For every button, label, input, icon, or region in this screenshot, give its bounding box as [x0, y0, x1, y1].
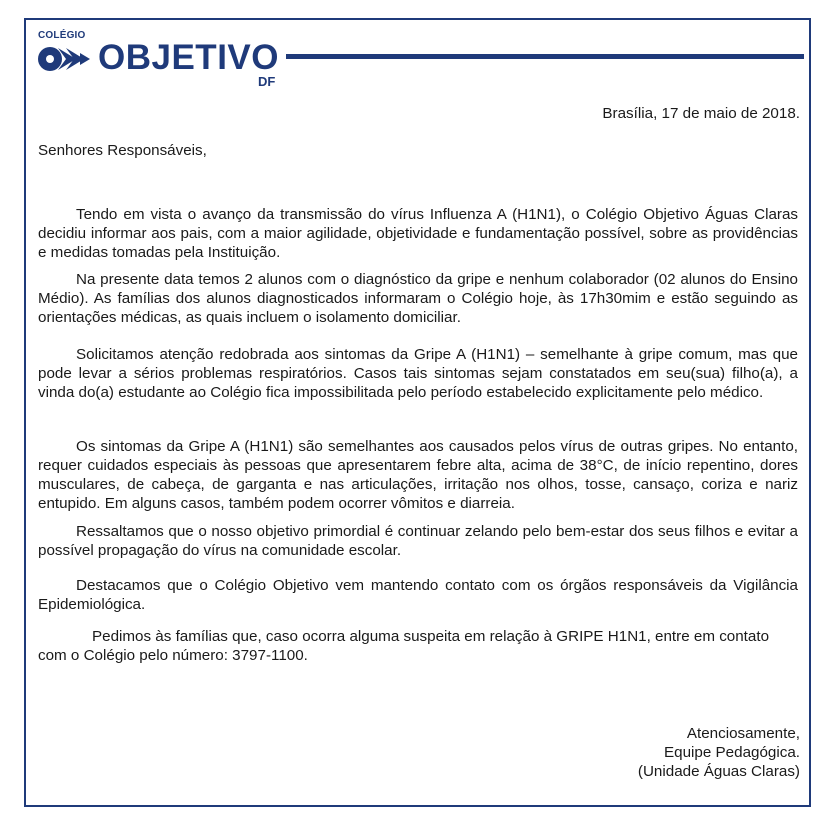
- closing-line-2: Equipe Pedagógica.: [664, 744, 800, 761]
- letter-paragraph-2: Na presente data temos 2 alunos com o diagnóstico da gripe e nenhum colaborador (02 alunos do Ensino Médio). As famílias dos alunos diagnosticados informaram o Colégio hoje, às 17h30mim e estão seguindo as orientações médicas, as quais incluem o isolamento domiciliar.: [38, 271, 798, 326]
- letter-border: [24, 18, 811, 807]
- letter-paragraph-1: Tendo em vista o avanço da transmissão do vírus Influenza A (H1N1), o Colégio Objetivo Águas Claras decidiu informar aos pais, com a maior agilidade, objetividade e fundamentação possível, sobre as providências e medidas tomadas pela Instituição.: [38, 206, 798, 261]
- logo-region-text: DF: [258, 74, 276, 89]
- letter-closing: [638, 724, 800, 781]
- closing-line-1: Atenciosamente,: [686, 725, 800, 742]
- logo-name-text: OBJETIVO: [98, 38, 279, 77]
- school-logo: [36, 30, 286, 92]
- letter-paragraph-7: Pedimos às famílias que, caso ocorra alguma suspeita em relação à GRIPE H1N1, entre em contato com o Colégio pelo número: 3797-1100.: [38, 628, 770, 664]
- letter-salutation: Senhores Responsáveis,: [38, 142, 207, 159]
- letter-paragraph-3: Solicitamos atenção redobrada aos sintomas da Gripe A (H1N1) – semelhante à gripe comum, mas que pode levar a sérios problemas respiratórios. Casos tais sintomas sejam constatados em seu(sua) filho(a), a vinda do(a) estudante ao Colégio fica impossibilitada pelo período estabelecido explicitamente pelo médico.: [38, 346, 798, 401]
- closing-line-3: (Unidade Águas Claras): [637, 763, 800, 780]
- letter-paragraph-6: Destacamos que o Colégio Objetivo vem mantendo contato com os órgãos responsáveis da Vigilância Epidemiológica.: [38, 577, 798, 613]
- logo-small-text: COLÉGIO: [38, 30, 86, 41]
- header-rule: [286, 54, 804, 59]
- letter-paragraph-5: Ressaltamos que o nosso objetivo primordial é continuar zelando pelo bem-estar dos seus filhos e evitar a possível propagação do vírus na comunidade escolar.: [38, 523, 798, 559]
- letter-date: Brasília, 17 de maio de 2018.: [602, 105, 800, 122]
- letter-paragraph-4: Os sintomas da Gripe A (H1N1) são semelhantes aos causados pelos vírus de outras gripes. No entanto, requer cuidados especiais às pessoas que apresentarem febre alta, acima de 38°C, de início repentino, dores musculares, de cabeça, de garganta e nas articulações, irritação nos olhos, tosse, cansaço, coriza e nariz entupido. Em alguns casos, também podem ocorrer vômitos e diarreia.: [38, 438, 798, 512]
- objetivo-logo-icon: [36, 44, 92, 74]
